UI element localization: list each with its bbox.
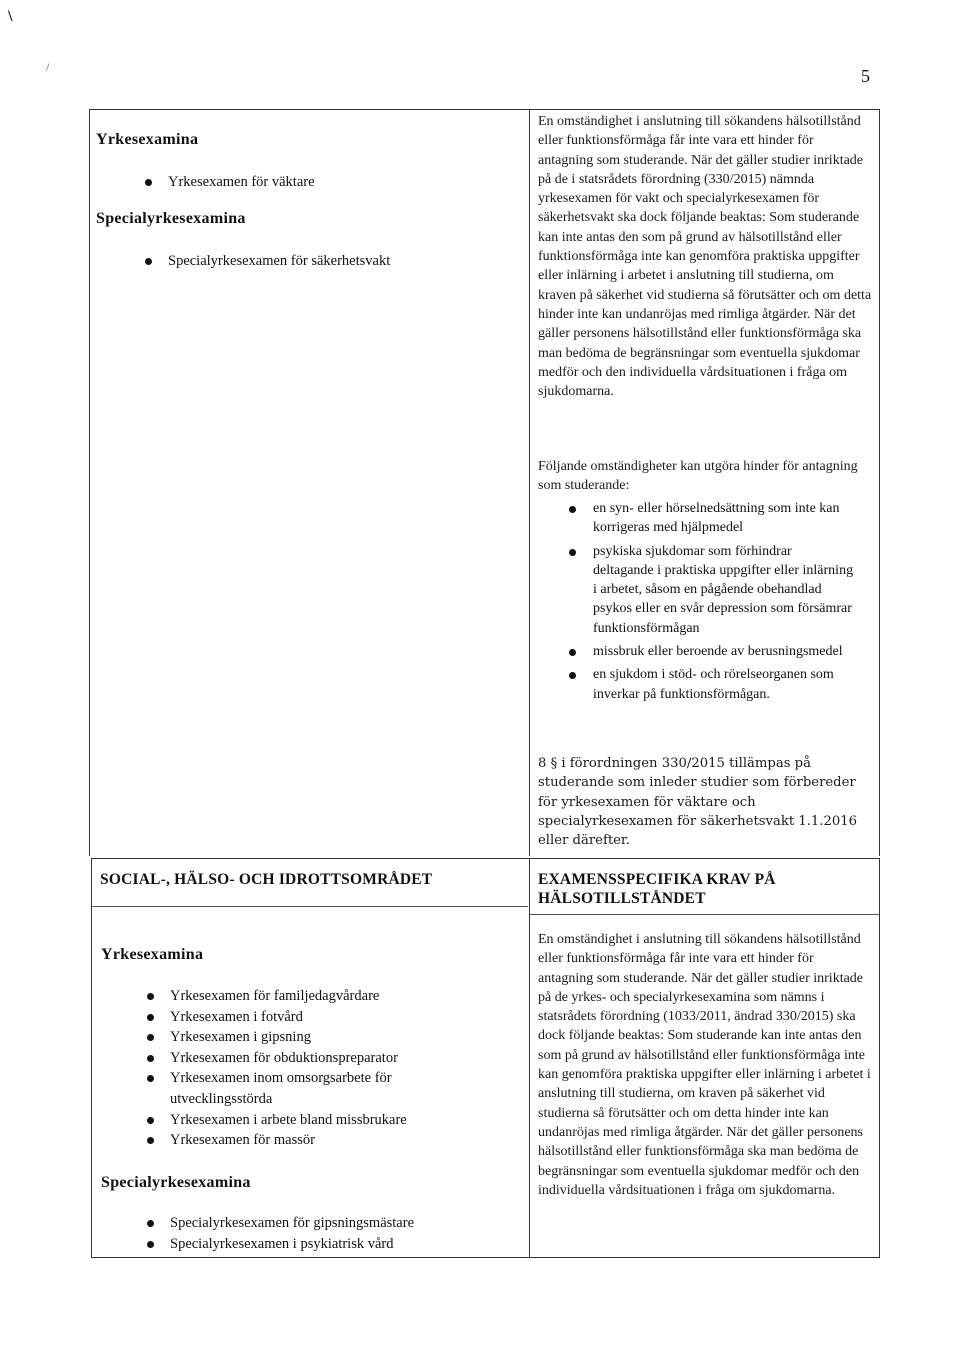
list-item: psykiska sjukdomar som förhindrar deltagande i praktiska uppgifter eller inlärning i arbetet, såsom en pågående obehandlad psykos eller en svår depression som försämrar funktionsförmågan: [565, 542, 855, 638]
bottom-right-section-title: EXAMENSSPECIFIKA KRAV PÅ HÄLSOTILLSTÅNDET: [538, 871, 776, 907]
list-item: Yrkesexamen i fotvård: [138, 1007, 458, 1028]
bottom-left-heading-specialyrkesexamina: Specialyrkesexamina: [101, 1174, 251, 1191]
bottom-right-title-rule: [530, 914, 879, 915]
page-number: 5: [861, 66, 870, 86]
bottom-left-title-rule: [92, 906, 528, 907]
list-item: Yrkesexamen för obduktionspreparator: [138, 1048, 458, 1069]
bottom-left-list-2: [138, 1213, 518, 1254]
list-item: Yrkesexamen för familjedagvårdare: [138, 986, 458, 1007]
list-item: Specialyrkesexamen i psykiatrisk vård: [138, 1234, 518, 1255]
top-left-heading-yrkesexamina: Yrkesexamina: [96, 131, 199, 148]
top-left-list-2: [136, 251, 516, 272]
top-right-paragraph-3: 8 § i förordningen 330/2015 tillämpas på studerande som inleder studier som förbereder för yrkesexamen för väktare och specialyrkesexamen för säkerhetsvakt 1.1.2016 eller därefter.: [538, 756, 858, 849]
top-column-divider: [529, 109, 530, 856]
bottom-column-divider: [529, 858, 530, 1258]
list-item: Yrkesexamen för massör: [138, 1130, 458, 1151]
bottom-left-section-title: SOCIAL-, HÄLSO- OCH IDROTTSOMRÅDET: [100, 871, 433, 888]
bottom-right-paragraph-1: En omständighet i anslutning till sökandens hälsotillstånd eller funktionsförmåga får inte vara ett hinder för antagning som studerande. När det gäller studier inriktade på de yrkes- och specialyrkesexamina som nämns i statsrådets förordning (1033/2011, ändrad 330/2015) ska dock följande beaktas: Som studerande kan inte antas den som på grund av hälsotillstånd eller funktionsförmåga inte kan genomföra praktiska uppgifter eller inlärning i arbetet i anslutning till studierna, om kraven på säkerhet vid studierna så förutsätter och om detta hinder inte kan undanröjas med rimliga åtgärder. När det gäller personens hälsotillstånd eller funktionsförmåga ska man bedöma de begränsningar som eventuella sjukdomar medför och den individuella vårdsituationen i fråga om sjukdomarna.: [538, 932, 871, 1198]
scan-corner-mark: \: [8, 8, 13, 25]
top-left-heading-specialyrkesexamina: Specialyrkesexamina: [96, 210, 246, 227]
scan-corner-tick: /: [46, 60, 50, 74]
top-right-hinder-list: [565, 499, 855, 708]
list-item: Yrkesexamen i gipsning: [138, 1027, 458, 1048]
list-item: Yrkesexamen i arbete bland missbrukare: [138, 1110, 458, 1131]
top-left-list-1: [136, 172, 516, 193]
list-item: Yrkesexamen för väktare: [136, 172, 516, 193]
list-item: en syn- eller hörselnedsättning som inte kan korrigeras med hjälpmedel: [565, 499, 855, 538]
list-item: missbruk eller beroende av berusningsmedel: [565, 642, 855, 661]
list-item: Yrkesexamen inom omsorgsarbete för utvecklingsstörda: [138, 1068, 458, 1109]
top-right-paragraph-2: Följande omständigheter kan utgöra hinder för antagning som studerande:: [538, 459, 858, 494]
top-right-paragraph-1: En omständighet i anslutning till sökandens hälsotillstånd eller funktionsförmåga får inte vara ett hinder för antagning som studerande. När det gäller studier inriktade på de i statsrådets förordning (330/2015) nämnda yrkesexamen för vakt och specialyrkesexamen för säkerhetsvakt ska dock följande beaktas: Som studerande kan inte antas den som på grund av hälsotillstånd eller funktionsförmåga inte kan genomföra praktiska uppgifter eller inlärning i arbetet i anslutning till studierna, om kraven på säkerhet vid studierna så förutsätter och om detta hinder inte kan undanröjas med rimliga åtgärder. När det gäller personens hälsotillstånd eller funktionsförmåga ska man bedöma de begränsningar som eventuella sjukdomar medför och den individuella vårdsituationen i fråga om sjukdomarna.: [538, 114, 872, 400]
list-item: Specialyrkesexamen för säkerhetsvakt: [136, 251, 516, 272]
bottom-left-list-1: [138, 986, 458, 1151]
list-item: en sjukdom i stöd- och rörelseorganen som inverkar på funktionsförmågan.: [565, 665, 855, 704]
bottom-left-heading-yrkesexamina: Yrkesexamina: [101, 946, 204, 963]
list-item: Specialyrkesexamen för gipsningsmästare: [138, 1213, 518, 1234]
